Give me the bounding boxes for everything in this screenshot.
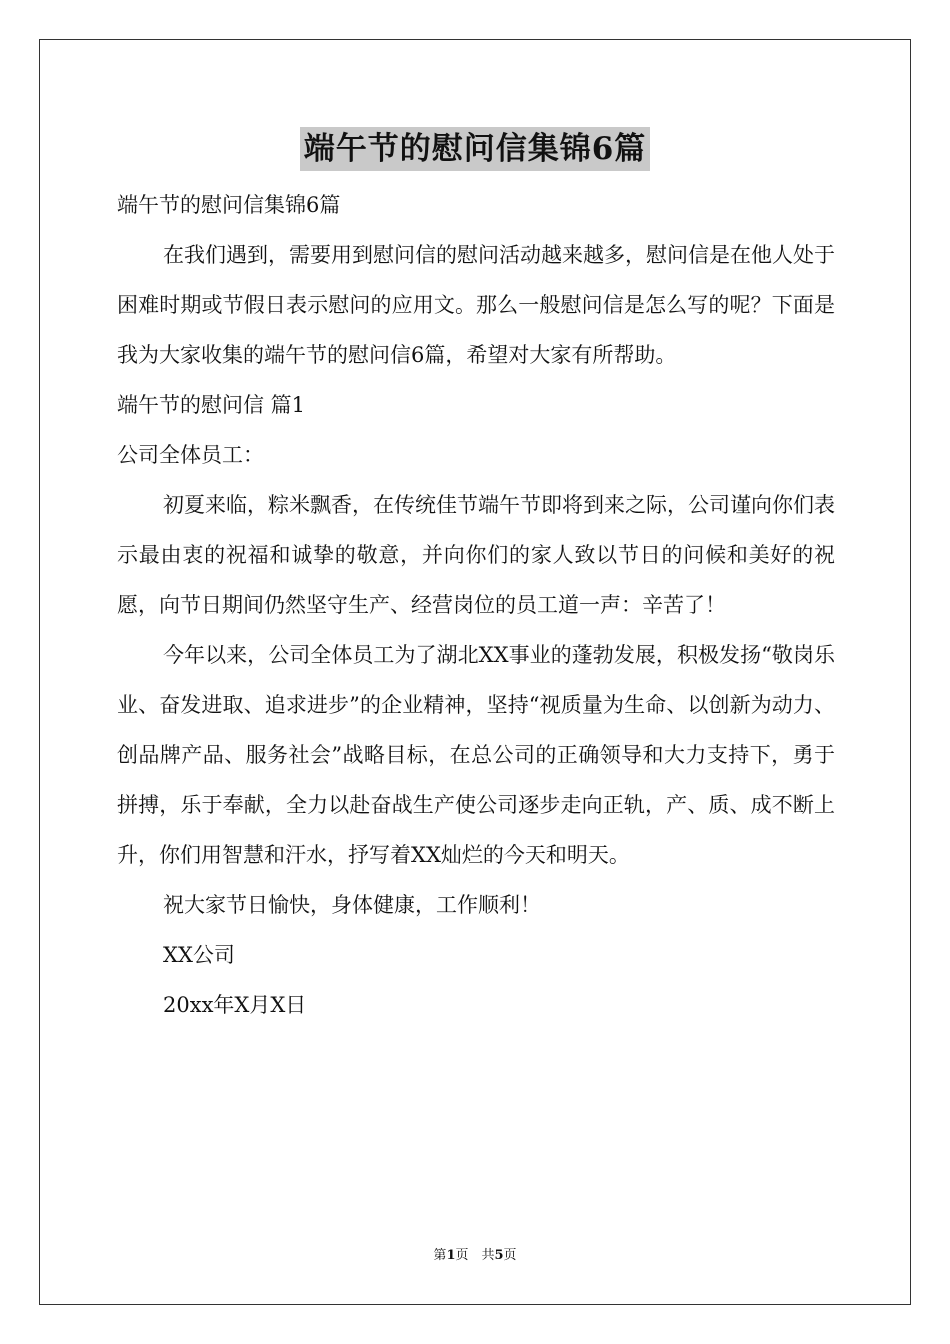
subtitle: 端午节的慰问信集锦6篇: [117, 193, 341, 217]
signature: XX公司: [163, 943, 235, 967]
page-footer: [0, 1244, 950, 1263]
title-wrap: [0, 127, 950, 171]
closing-wishes: 祝大家节日愉快，身体健康，工作顺利！: [163, 893, 541, 917]
footer-total-pages: 5: [494, 1248, 504, 1263]
body-paragraph-1: 初夏来临，粽米飘香，在传统佳节端午节即将到来之际，公司谨向你们表示最由衷的祝福和诚挚的敬意，并向你们的家人致以节日的问候和美好的祝愿，向节日期间仍然坚守生产、经营岗位的员工道一声：辛苦了！: [117, 493, 835, 617]
footer-page-number: 1: [446, 1248, 456, 1263]
intro-paragraph: 在我们遇到，需要用到慰问信的慰问活动越来越多，慰问信是在他人处于困难时期或节假日表示慰问的应用文。那么一般慰问信是怎么写的呢？下面是我为大家收集的端午节的慰问信6篇，希望对大家有所帮助。: [117, 243, 835, 367]
footer-mid: 页 共: [455, 1248, 495, 1263]
letter-date: 20xx年X月X日: [163, 993, 307, 1017]
section-heading: 端午节的慰问信 篇1: [117, 393, 306, 417]
footer-prefix: 第: [433, 1248, 447, 1263]
document-body: [117, 180, 835, 1030]
footer-suffix: 页: [503, 1248, 517, 1263]
body-paragraph-2: 今年以来，公司全体员工为了湖北XX事业的蓬勃发展，积极发扬“敬岗乐业、奋发进取、追求进步”的企业精神，坚持“视质量为生命、以创新为动力、创品牌产品、服务社会”战略目标，在总公司的正确领导和大力支持下，勇于拼搏，乐于奉献，全力以赴奋战生产使公司逐步走向正轨，产、质、成不断上升，你们用智慧和汗水，抒写着XX灿烂的今天和明天。: [117, 643, 835, 867]
document-title: 端午节的慰问信集锦6篇: [300, 127, 651, 171]
salutation: 公司全体员工：: [117, 443, 264, 467]
